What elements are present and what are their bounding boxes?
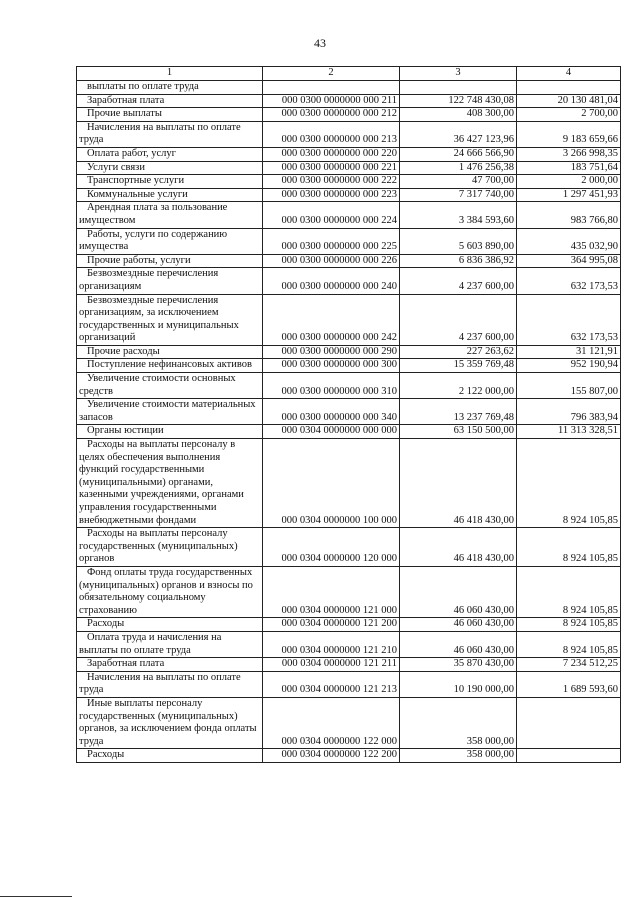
- row-name-cell: Арендная плата за пользование имуществом: [77, 202, 263, 228]
- table-row: [77, 94, 621, 108]
- row-code-cell: 000 0300 0000000 000 300: [263, 359, 400, 373]
- row-plan-value-cell: 5 603 890,00: [400, 228, 517, 254]
- row-name-cell: Расходы на выплаты персоналу в целях обеспечения выполнения функций государственными (муниципальными) органами, казенными учреждениями, органами управления государственными внебюджетными фондами: [77, 439, 263, 528]
- row-code-cell: 000 0304 0000000 121 200: [263, 618, 400, 632]
- column-header-4: 4: [517, 67, 621, 81]
- row-name-cell: Расходы на выплаты персоналу государственных (муниципальных) органов: [77, 528, 263, 567]
- column-header-1: 1: [77, 67, 263, 81]
- row-executed-value-cell: [517, 81, 621, 95]
- row-plan-value-cell: 46 418 430,00: [400, 439, 517, 528]
- row-executed-value-cell: 1 689 593,60: [517, 671, 621, 697]
- row-plan-value-cell: 122 748 430,08: [400, 94, 517, 108]
- row-executed-value-cell: 11 313 328,51: [517, 425, 621, 439]
- row-name-cell: Оплата работ, услуг: [77, 147, 263, 161]
- row-code-cell: [263, 81, 400, 95]
- row-code-cell: 000 0300 0000000 000 290: [263, 345, 400, 359]
- row-code-cell: 000 0304 0000000 121 213: [263, 671, 400, 697]
- row-name-cell: Работы, услуги по содержанию имущества: [77, 228, 263, 254]
- row-code-cell: 000 0300 0000000 000 223: [263, 188, 400, 202]
- row-plan-value-cell: 36 427 123,96: [400, 121, 517, 147]
- column-header-2: 2: [263, 67, 400, 81]
- row-executed-value-cell: 2 000,00: [517, 175, 621, 189]
- row-code-cell: 000 0300 0000000 000 310: [263, 373, 400, 399]
- row-plan-value-cell: 227 263,62: [400, 345, 517, 359]
- row-executed-value-cell: 2 700,00: [517, 108, 621, 122]
- budget-table: [76, 66, 621, 763]
- row-name-cell: Прочие расходы: [77, 345, 263, 359]
- row-executed-value-cell: 9 183 659,66: [517, 121, 621, 147]
- row-plan-value-cell: 63 150 500,00: [400, 425, 517, 439]
- row-name-cell: Безвозмездные перечисления организациям, за исключением государственных и муниципальных организаций: [77, 294, 263, 345]
- row-name-cell: Транспортные услуги: [77, 175, 263, 189]
- row-executed-value-cell: 364 995,08: [517, 254, 621, 268]
- row-executed-value-cell: 31 121,91: [517, 345, 621, 359]
- row-code-cell: 000 0300 0000000 000 242: [263, 294, 400, 345]
- table-row: [77, 121, 621, 147]
- row-name-cell: Расходы: [77, 618, 263, 632]
- row-name-cell: Безвозмездные перечисления организациям: [77, 268, 263, 294]
- row-code-cell: 000 0304 0000000 122 200: [263, 749, 400, 763]
- table-row: [77, 161, 621, 175]
- row-plan-value-cell: 358 000,00: [400, 697, 517, 748]
- table-row: [77, 425, 621, 439]
- row-plan-value-cell: 6 836 386,92: [400, 254, 517, 268]
- table-row: [77, 697, 621, 748]
- row-plan-value-cell: 7 317 740,00: [400, 188, 517, 202]
- row-plan-value-cell: 15 359 769,48: [400, 359, 517, 373]
- row-code-cell: 000 0304 0000000 120 000: [263, 528, 400, 567]
- table-row: [77, 359, 621, 373]
- table-row: [77, 671, 621, 697]
- row-name-cell: Начисления на выплаты по оплате труда: [77, 671, 263, 697]
- row-plan-value-cell: [400, 81, 517, 95]
- row-name-cell: Заработная плата: [77, 658, 263, 672]
- table-row: [77, 202, 621, 228]
- table-row: [77, 631, 621, 657]
- row-executed-value-cell: 8 924 105,85: [517, 439, 621, 528]
- row-plan-value-cell: 358 000,00: [400, 749, 517, 763]
- row-executed-value-cell: 435 032,90: [517, 228, 621, 254]
- row-plan-value-cell: 46 060 430,00: [400, 631, 517, 657]
- row-executed-value-cell: 632 173,53: [517, 294, 621, 345]
- table-row: [77, 147, 621, 161]
- table-row: [77, 658, 621, 672]
- row-plan-value-cell: 4 237 600,00: [400, 268, 517, 294]
- table-row: [77, 268, 621, 294]
- row-name-cell: Фонд оплаты труда государственных (муниципальных) органов и взносы по обязательному социальному страхованию: [77, 566, 263, 617]
- row-code-cell: 000 0304 0000000 121 210: [263, 631, 400, 657]
- column-header-3: 3: [400, 67, 517, 81]
- table-row: [77, 228, 621, 254]
- row-plan-value-cell: 46 060 430,00: [400, 566, 517, 617]
- row-code-cell: 000 0300 0000000 000 212: [263, 108, 400, 122]
- table-row: [77, 108, 621, 122]
- table-body: [77, 81, 621, 763]
- page-number: 43: [314, 36, 326, 50]
- row-code-cell: 000 0304 0000000 121 000: [263, 566, 400, 617]
- table-row: [77, 749, 621, 763]
- row-executed-value-cell: 3 266 998,35: [517, 147, 621, 161]
- row-code-cell: 000 0304 0000000 100 000: [263, 439, 400, 528]
- row-name-cell: Оплата труда и начисления на выплаты по оплате труда: [77, 631, 263, 657]
- row-code-cell: 000 0300 0000000 000 213: [263, 121, 400, 147]
- row-name-cell: Начисления на выплаты по оплате труда: [77, 121, 263, 147]
- row-executed-value-cell: 8 924 105,85: [517, 566, 621, 617]
- row-name-cell: Иные выплаты персоналу государственных (муниципальных) органов, за исключением фонда оплаты труда: [77, 697, 263, 748]
- table-row: [77, 81, 621, 95]
- row-name-cell: Увеличение стоимости материальных запасов: [77, 399, 263, 425]
- table-row: [77, 566, 621, 617]
- row-plan-value-cell: 408 300,00: [400, 108, 517, 122]
- row-executed-value-cell: 20 130 481,04: [517, 94, 621, 108]
- row-name-cell: Коммунальные услуги: [77, 188, 263, 202]
- row-name-cell: Услуги связи: [77, 161, 263, 175]
- row-plan-value-cell: 46 418 430,00: [400, 528, 517, 567]
- table-row: [77, 175, 621, 189]
- row-code-cell: 000 0300 0000000 000 211: [263, 94, 400, 108]
- row-name-cell: Расходы: [77, 749, 263, 763]
- row-plan-value-cell: 3 384 593,60: [400, 202, 517, 228]
- row-plan-value-cell: 46 060 430,00: [400, 618, 517, 632]
- row-executed-value-cell: 8 924 105,85: [517, 528, 621, 567]
- table-row: [77, 188, 621, 202]
- row-code-cell: 000 0304 0000000 121 211: [263, 658, 400, 672]
- table-row: [77, 373, 621, 399]
- row-code-cell: 000 0300 0000000 000 220: [263, 147, 400, 161]
- row-executed-value-cell: 1 297 451,93: [517, 188, 621, 202]
- row-plan-value-cell: 13 237 769,48: [400, 399, 517, 425]
- row-code-cell: 000 0300 0000000 000 226: [263, 254, 400, 268]
- footer-rule: [0, 896, 72, 897]
- row-executed-value-cell: 183 751,64: [517, 161, 621, 175]
- row-executed-value-cell: 8 924 105,85: [517, 618, 621, 632]
- row-name-cell: выплаты по оплате труда: [77, 81, 263, 95]
- row-plan-value-cell: 4 237 600,00: [400, 294, 517, 345]
- row-name-cell: Органы юстиции: [77, 425, 263, 439]
- row-name-cell: Поступление нефинансовых активов: [77, 359, 263, 373]
- row-code-cell: 000 0300 0000000 000 225: [263, 228, 400, 254]
- row-executed-value-cell: 155 807,00: [517, 373, 621, 399]
- table-row: [77, 528, 621, 567]
- table-row: [77, 439, 621, 528]
- table-header-row: [77, 67, 621, 81]
- row-executed-value-cell: 7 234 512,25: [517, 658, 621, 672]
- row-executed-value-cell: 983 766,80: [517, 202, 621, 228]
- row-executed-value-cell: 8 924 105,85: [517, 631, 621, 657]
- row-plan-value-cell: 10 190 000,00: [400, 671, 517, 697]
- row-executed-value-cell: [517, 697, 621, 748]
- row-code-cell: 000 0300 0000000 000 240: [263, 268, 400, 294]
- row-executed-value-cell: 952 190,94: [517, 359, 621, 373]
- row-plan-value-cell: 2 122 000,00: [400, 373, 517, 399]
- row-code-cell: 000 0304 0000000 122 000: [263, 697, 400, 748]
- table-row: [77, 254, 621, 268]
- row-code-cell: 000 0300 0000000 000 221: [263, 161, 400, 175]
- row-code-cell: 000 0304 0000000 000 000: [263, 425, 400, 439]
- table-row: [77, 618, 621, 632]
- row-executed-value-cell: 796 383,94: [517, 399, 621, 425]
- row-code-cell: 000 0300 0000000 000 340: [263, 399, 400, 425]
- row-name-cell: Прочие выплаты: [77, 108, 263, 122]
- row-code-cell: 000 0300 0000000 000 222: [263, 175, 400, 189]
- row-plan-value-cell: 1 476 256,38: [400, 161, 517, 175]
- table-row: [77, 399, 621, 425]
- row-name-cell: Прочие работы, услуги: [77, 254, 263, 268]
- row-plan-value-cell: 24 666 566,90: [400, 147, 517, 161]
- table-row: [77, 345, 621, 359]
- row-code-cell: 000 0300 0000000 000 224: [263, 202, 400, 228]
- row-executed-value-cell: [517, 749, 621, 763]
- row-name-cell: Заработная плата: [77, 94, 263, 108]
- table-row: [77, 294, 621, 345]
- row-executed-value-cell: 632 173,53: [517, 268, 621, 294]
- row-plan-value-cell: 35 870 430,00: [400, 658, 517, 672]
- row-name-cell: Увеличение стоимости основных средств: [77, 373, 263, 399]
- row-plan-value-cell: 47 700,00: [400, 175, 517, 189]
